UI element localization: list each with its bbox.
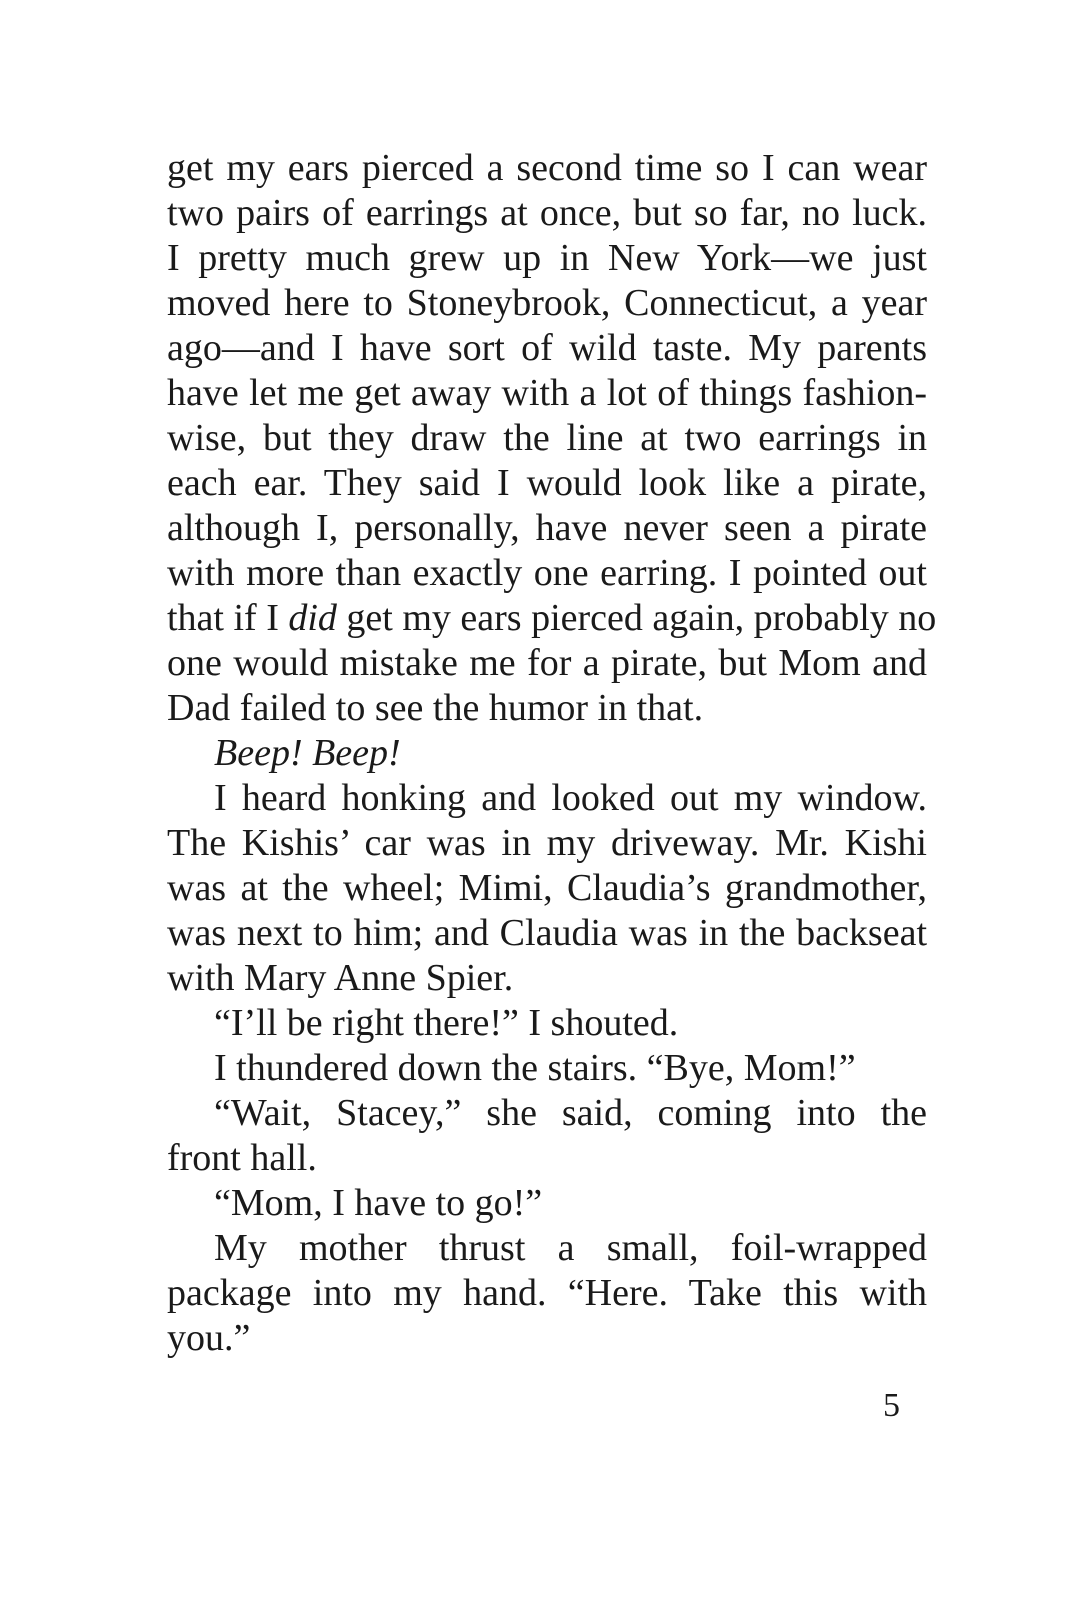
page-number: 5 (883, 1387, 900, 1424)
text-line: Dad failed to see the humor in that. (167, 687, 704, 729)
text-line: ago—and I have sort of wild taste. My parents (167, 327, 927, 369)
text-line: each ear. They said I would look like a pirate, (167, 462, 927, 504)
dialogue-line: package into my hand. “Here. Take this with (167, 1272, 927, 1314)
text-segment: get my ears pierced again, probably no (336, 597, 937, 639)
text-line: was at the wheel; Mimi, Claudia’s grandmother, (167, 867, 927, 909)
text-line-with-emphasis (167, 596, 937, 641)
text-segment: that if I (167, 597, 289, 639)
text-line: get my ears pierced a second time so I can wear (167, 147, 927, 189)
text-line: although I, personally, have never seen a pirate (167, 507, 927, 549)
text-line: The Kishis’ car was in my driveway. Mr. Kishi (167, 822, 927, 864)
text-line: I pretty much grew up in New York—we just (167, 237, 927, 279)
sound-effect-line: Beep! Beep! (214, 732, 401, 774)
text-line: one would mistake me for a pirate, but Mom and (167, 642, 927, 684)
dialogue-line: “Wait, Stacey,” she said, coming into the (214, 1092, 927, 1134)
text-line: with Mary Anne Spier. (167, 957, 514, 999)
dialogue-line: I thundered down the stairs. “Bye, Mom!” (214, 1047, 856, 1089)
text-line: was next to him; and Claudia was in the backseat (167, 912, 927, 954)
dialogue-line: you.” (167, 1317, 251, 1359)
text-line: with more than exactly one earring. I pointed out (167, 552, 927, 594)
text-line: wise, but they draw the line at two earrings in (167, 417, 927, 459)
dialogue-line: “Mom, I have to go!” (214, 1182, 543, 1224)
dialogue-line: My mother thrust a small, foil-wrapped (214, 1227, 927, 1269)
text-line: have let me get away with a lot of things fashion- (167, 372, 927, 414)
text-line: I heard honking and looked out my window. (214, 777, 927, 819)
text-line: moved here to Stoneybrook, Connecticut, a year (167, 282, 927, 324)
emphasized-word: did (288, 597, 337, 639)
text-line: two pairs of earrings at once, but so far, no luck. (167, 192, 927, 234)
dialogue-line: front hall. (167, 1137, 317, 1179)
body-text (167, 146, 937, 1361)
dialogue-line: “I’ll be right there!” I shouted. (214, 1002, 679, 1044)
